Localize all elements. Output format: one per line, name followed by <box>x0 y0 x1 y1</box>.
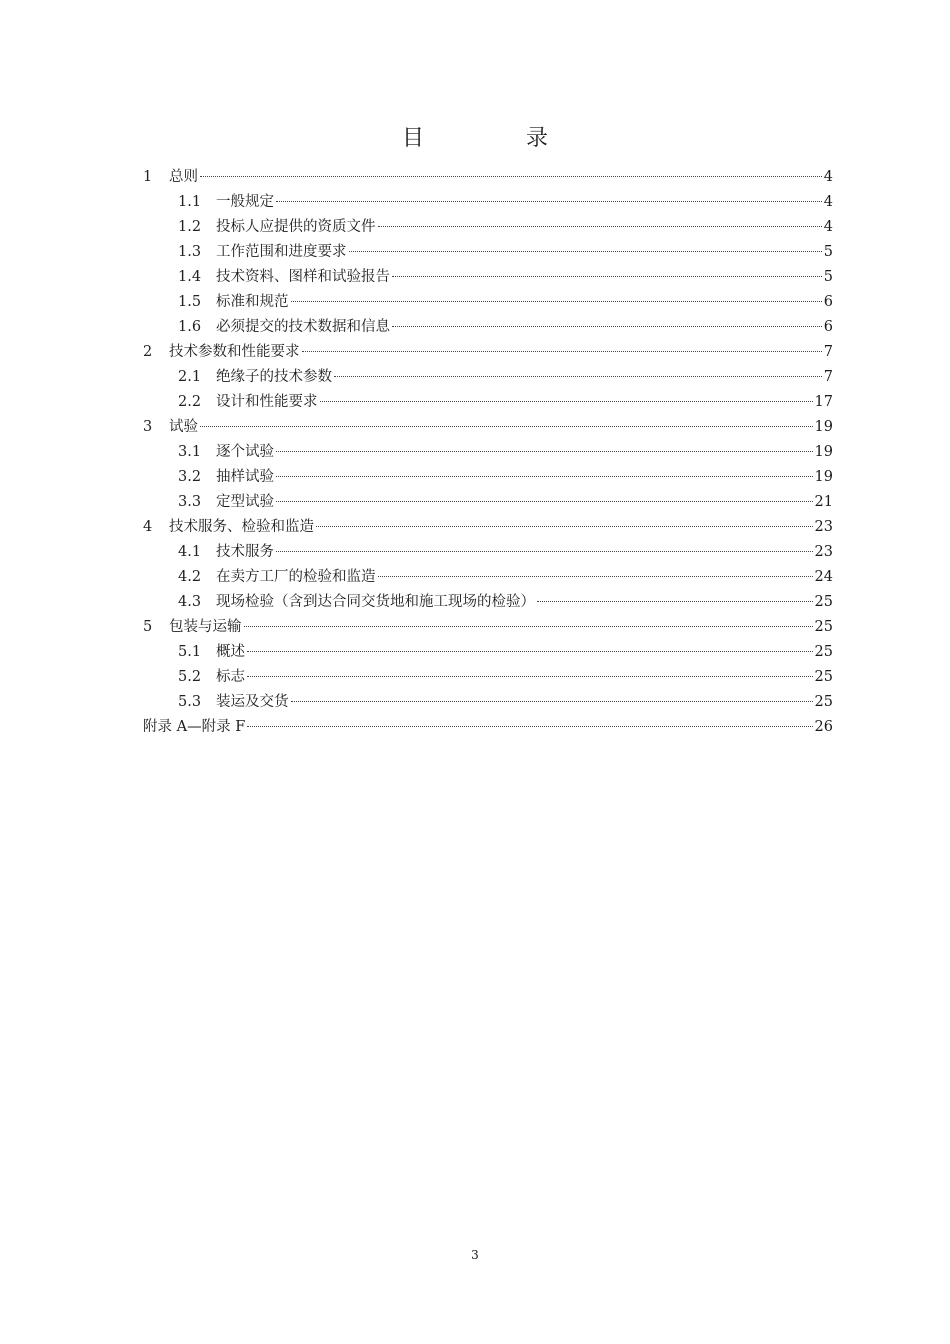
toc-entry-label: 技术服务、检验和监造 <box>169 519 314 535</box>
toc-entry-label: 技术资料、图样和试验报告 <box>216 269 390 285</box>
toc-entry-number: 5 <box>143 619 153 635</box>
toc-subsection-entry[interactable] <box>143 365 833 390</box>
toc-section-entry[interactable] <box>143 340 833 365</box>
toc-entry-label: 工作范围和进度要求 <box>216 244 347 260</box>
page-number: 3 <box>471 1248 479 1262</box>
toc-entry-number: 4 <box>143 519 153 535</box>
toc-dot-leader <box>247 651 813 652</box>
toc-dot-leader <box>276 551 813 552</box>
toc-dot-leader <box>276 476 813 477</box>
toc-entry-page: 25 <box>814 619 833 635</box>
toc-entry-label: 逐个试验 <box>216 444 274 460</box>
toc-dot-leader <box>276 501 813 502</box>
toc-subsection-entry[interactable] <box>143 190 833 215</box>
toc-entry-label: 在卖方工厂的检验和监造 <box>216 569 376 585</box>
toc-entry-label: 概述 <box>216 644 245 660</box>
page-title: 目 录 <box>401 126 588 151</box>
table-of-contents <box>143 165 833 740</box>
toc-entry-label: 包装与运输 <box>169 619 242 635</box>
toc-subsection-entry[interactable] <box>143 240 833 265</box>
toc-subsection-entry[interactable] <box>143 290 833 315</box>
toc-entry-label: 总则 <box>169 169 198 185</box>
toc-entry-number: 5.3 <box>178 694 202 710</box>
toc-dot-leader <box>316 526 813 527</box>
toc-dot-leader <box>244 626 813 627</box>
toc-entry-page: 25 <box>814 644 833 660</box>
toc-entry-page: 4 <box>823 219 833 235</box>
toc-entry-label: 现场检验（含到达合同交货地和施工现场的检验） <box>216 594 535 610</box>
toc-entry-page: 6 <box>823 319 833 335</box>
toc-entry-number: 1.3 <box>178 244 202 260</box>
toc-entry-number: 1.4 <box>178 269 202 285</box>
toc-entry-number: 4.2 <box>178 569 202 585</box>
toc-entry-page: 4 <box>823 194 833 210</box>
toc-entry-number: 3.2 <box>178 469 202 485</box>
toc-entry-number: 3.3 <box>178 494 202 510</box>
toc-section-entry[interactable] <box>143 415 833 440</box>
toc-dot-leader <box>247 676 813 677</box>
toc-subsection-entry[interactable] <box>143 565 833 590</box>
toc-entry-number: 2.2 <box>178 394 202 410</box>
toc-entry-label: 绝缘子的技术参数 <box>216 369 332 385</box>
toc-entry-page: 5 <box>823 269 833 285</box>
toc-entry-page: 21 <box>814 494 833 510</box>
toc-entry-label: 标志 <box>216 669 245 685</box>
toc-entry-number: 1.6 <box>178 319 202 335</box>
toc-subsection-entry[interactable] <box>143 265 833 290</box>
toc-entry-label: 技术服务 <box>216 544 274 560</box>
toc-subsection-entry[interactable] <box>143 315 833 340</box>
toc-dot-leader <box>276 451 813 452</box>
toc-entry-page: 19 <box>814 444 833 460</box>
toc-entry-number: 1.2 <box>178 219 202 235</box>
toc-entry-number: 4.1 <box>178 544 202 560</box>
toc-entry-label: 定型试验 <box>216 494 274 510</box>
toc-entry-page: 25 <box>814 594 833 610</box>
toc-dot-leader <box>537 601 813 602</box>
toc-entry-page: 7 <box>823 369 833 385</box>
toc-entry-page: 26 <box>814 719 833 735</box>
toc-entry-number: 2.1 <box>178 369 202 385</box>
toc-dot-leader <box>291 301 822 302</box>
toc-subsection-entry[interactable] <box>143 665 833 690</box>
toc-entry-label: 附录 A—附录 F <box>143 719 246 735</box>
toc-section-entry[interactable] <box>143 615 833 640</box>
toc-entry-label: 设计和性能要求 <box>216 394 318 410</box>
toc-entry-page: 19 <box>814 419 833 435</box>
toc-subsection-entry[interactable] <box>143 540 833 565</box>
toc-subsection-entry[interactable] <box>143 640 833 665</box>
toc-entry-label: 试验 <box>169 419 198 435</box>
toc-entry-number: 2 <box>143 344 153 360</box>
toc-entry-number: 3.1 <box>178 444 202 460</box>
toc-dot-leader <box>200 426 813 427</box>
toc-dot-leader <box>334 376 822 377</box>
toc-entry-page: 19 <box>814 469 833 485</box>
toc-entry-page: 23 <box>814 544 833 560</box>
toc-section-entry[interactable] <box>143 165 833 190</box>
toc-entry-number: 5.1 <box>178 644 202 660</box>
toc-subsection-entry[interactable] <box>143 690 833 715</box>
toc-subsection-entry[interactable] <box>143 440 833 465</box>
toc-entry-page: 23 <box>814 519 833 535</box>
toc-dot-leader <box>320 401 813 402</box>
toc-entry-page: 7 <box>823 344 833 360</box>
toc-entry-number: 5.2 <box>178 669 202 685</box>
toc-dot-leader <box>349 251 822 252</box>
toc-entry-page: 6 <box>823 294 833 310</box>
toc-section-entry[interactable] <box>143 715 833 740</box>
toc-dot-leader <box>291 701 813 702</box>
toc-entry-label: 抽样试验 <box>216 469 274 485</box>
toc-entry-label: 装运及交货 <box>216 694 289 710</box>
toc-entry-page: 25 <box>814 669 833 685</box>
toc-entry-page: 24 <box>814 569 833 585</box>
toc-dot-leader <box>247 726 812 727</box>
toc-subsection-entry[interactable] <box>143 490 833 515</box>
toc-dot-leader <box>392 326 822 327</box>
toc-entry-label: 必须提交的技术数据和信息 <box>216 319 390 335</box>
toc-dot-leader <box>392 276 822 277</box>
toc-entry-page: 17 <box>814 394 833 410</box>
toc-entry-label: 投标人应提供的资质文件 <box>216 219 376 235</box>
toc-entry-page: 25 <box>814 694 833 710</box>
toc-subsection-entry[interactable] <box>143 465 833 490</box>
toc-dot-leader <box>378 226 822 227</box>
toc-entry-number: 1 <box>143 169 153 185</box>
toc-entry-page: 4 <box>823 169 833 185</box>
toc-subsection-entry[interactable] <box>143 390 833 415</box>
toc-entry-number: 3 <box>143 419 153 435</box>
toc-entry-label: 一般规定 <box>216 194 274 210</box>
toc-entry-number: 1.1 <box>178 194 202 210</box>
toc-section-entry[interactable] <box>143 515 833 540</box>
toc-subsection-entry[interactable] <box>143 215 833 240</box>
toc-dot-leader <box>276 201 822 202</box>
toc-dot-leader <box>378 576 813 577</box>
toc-subsection-entry[interactable] <box>143 590 833 615</box>
toc-dot-leader <box>302 351 822 352</box>
toc-entry-page: 5 <box>823 244 833 260</box>
toc-entry-label: 标准和规范 <box>216 294 289 310</box>
toc-entry-label: 技术参数和性能要求 <box>169 344 300 360</box>
toc-dot-leader <box>200 176 822 177</box>
toc-entry-number: 4.3 <box>178 594 202 610</box>
toc-entry-number: 1.5 <box>178 294 202 310</box>
